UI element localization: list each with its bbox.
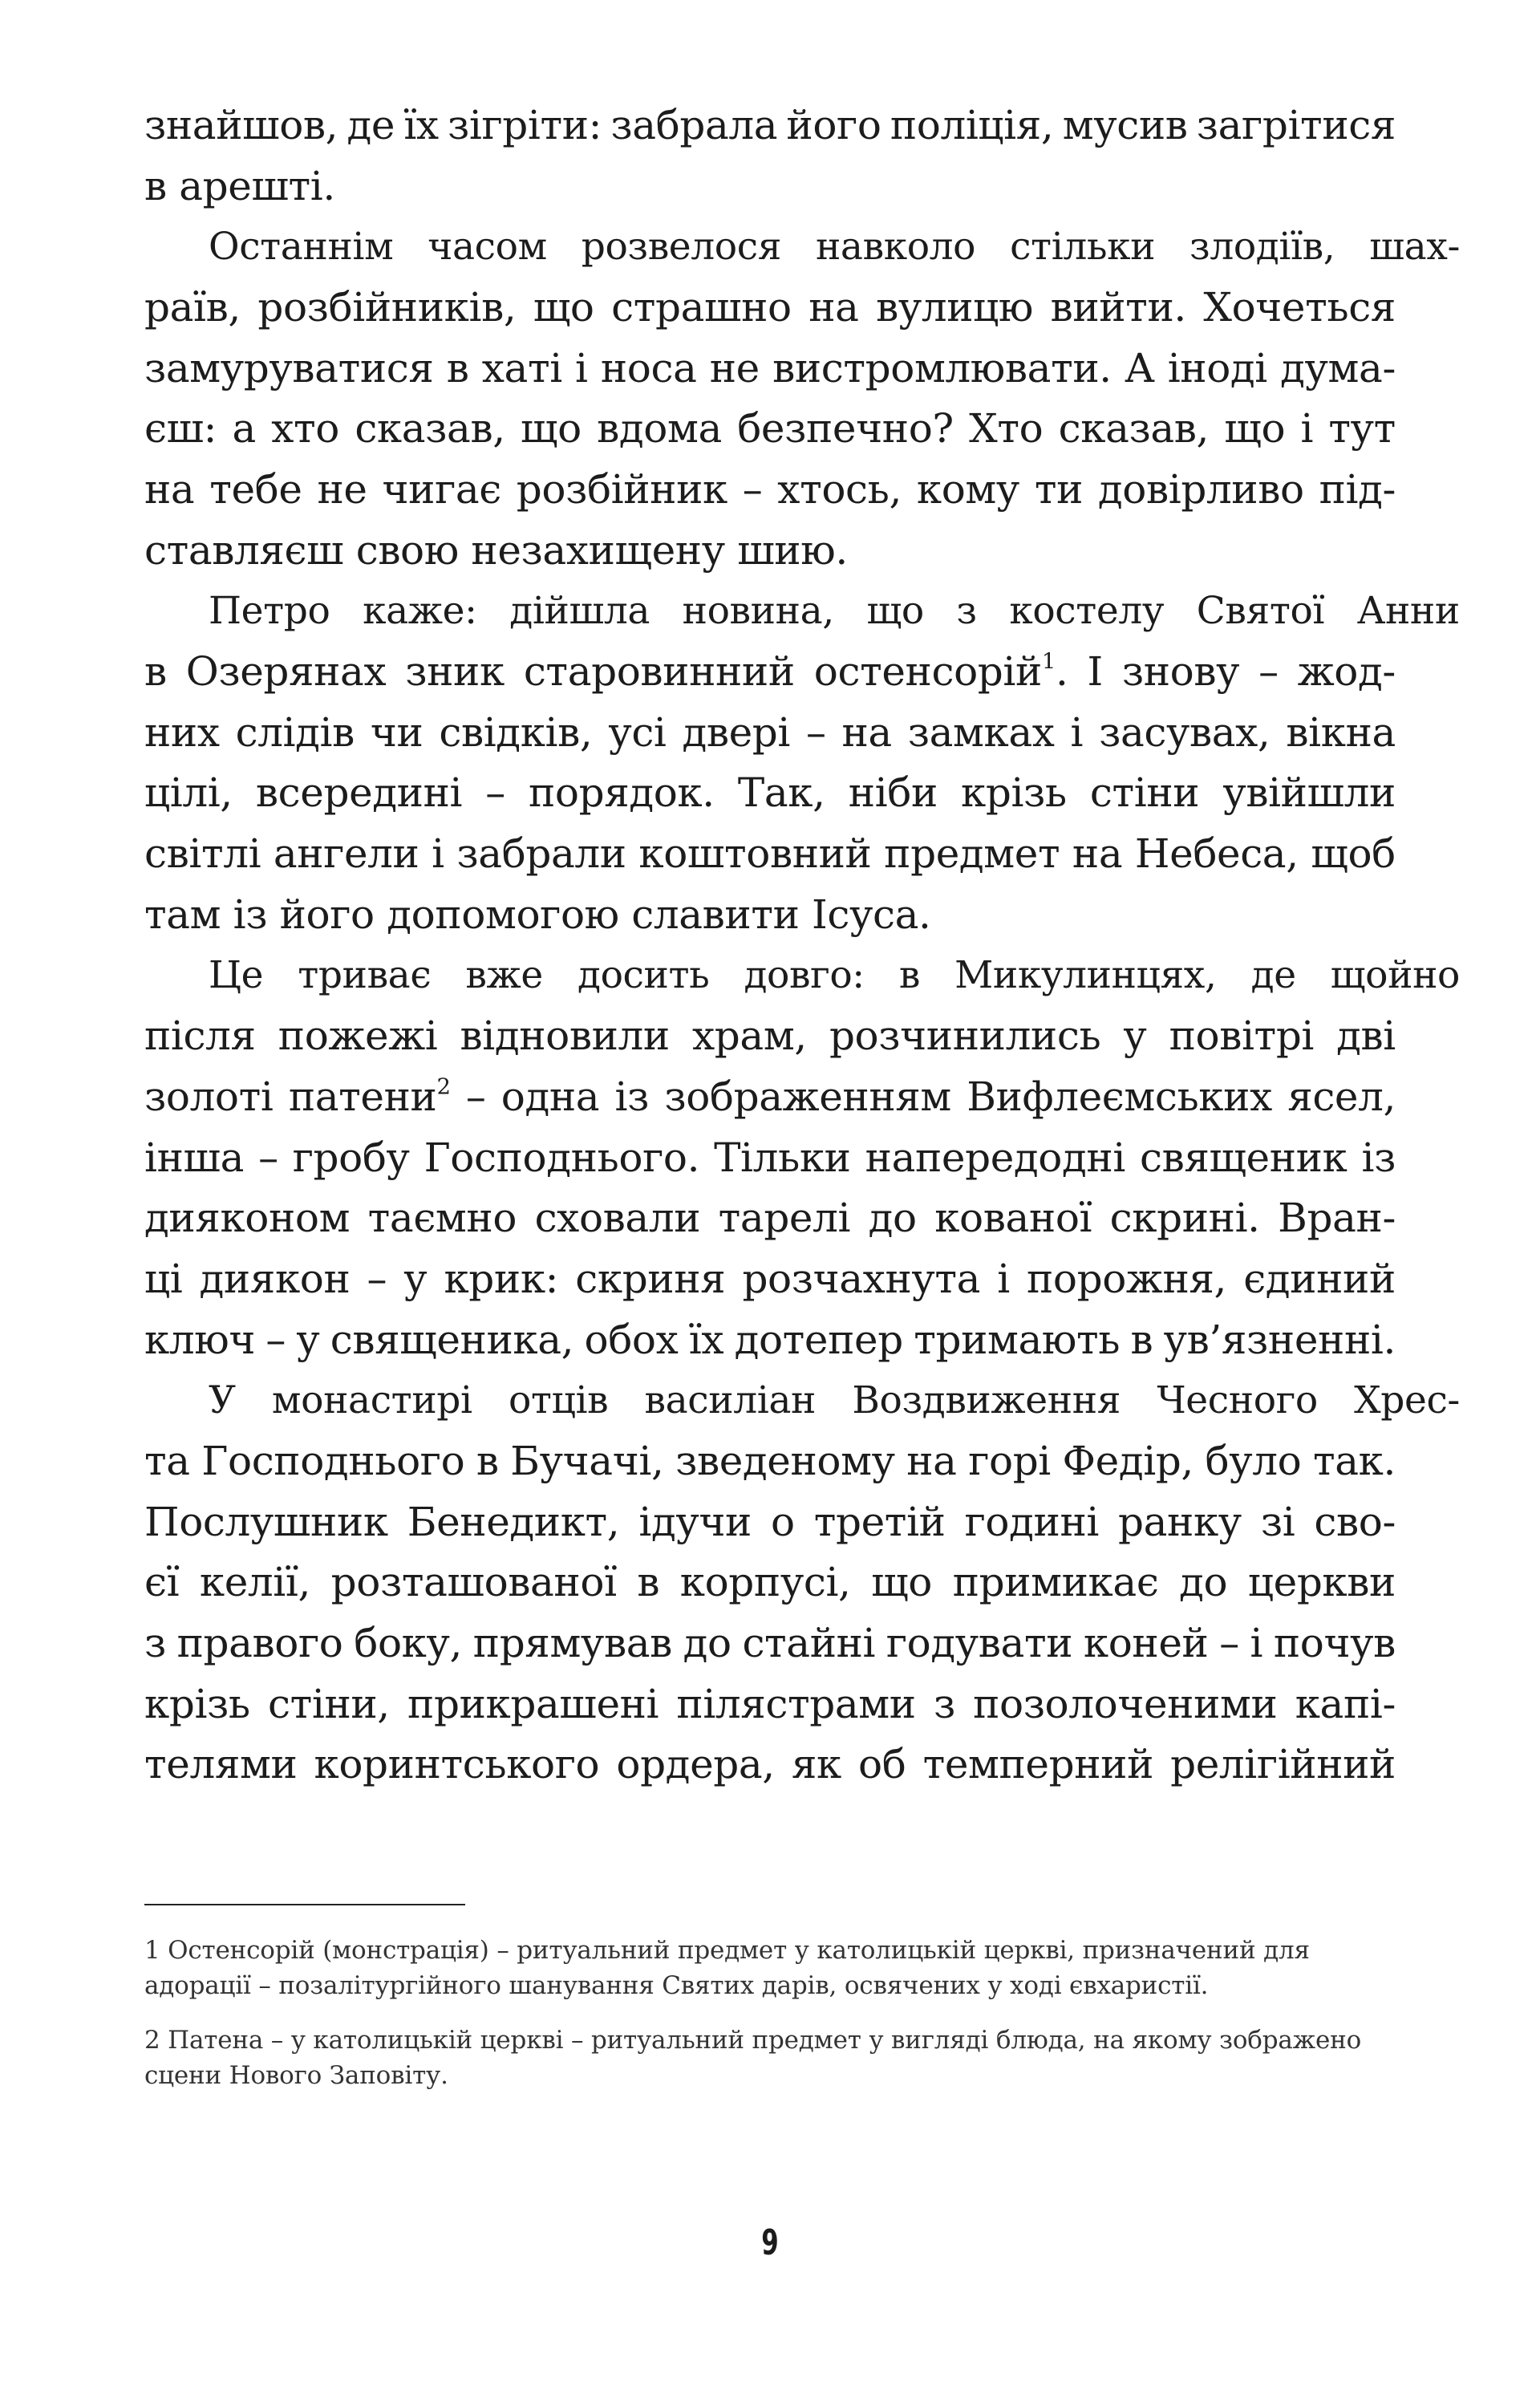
word: ти	[1034, 465, 1084, 513]
word: засувах,	[1099, 708, 1270, 756]
word: Воздвиження	[852, 1378, 1121, 1422]
word: забрали	[456, 830, 626, 878]
word: зігріти:	[447, 101, 602, 148]
text-line	[144, 1735, 1396, 1796]
word: свідків,	[439, 708, 593, 756]
word: Господнього.	[424, 1134, 700, 1181]
word: дияконом	[144, 1195, 351, 1242]
word: зник	[405, 648, 505, 696]
word: Федір,	[1062, 1437, 1194, 1484]
word: двері	[682, 708, 790, 756]
word: загрітися	[1196, 101, 1396, 148]
word: Озерянах	[185, 648, 387, 696]
word: до	[1179, 1559, 1228, 1606]
text-line	[144, 277, 1396, 338]
word: дійшла	[509, 588, 650, 633]
word: телями	[144, 1741, 298, 1788]
word: в	[446, 344, 469, 392]
text-line: в арешті.	[144, 162, 335, 209]
word: з	[956, 588, 977, 633]
word: носа	[600, 344, 697, 392]
word: А	[1125, 344, 1155, 392]
text-line	[144, 945, 1460, 1006]
word: –	[258, 1134, 278, 1181]
word: пілястрами	[676, 1680, 916, 1727]
word: дума-	[1280, 344, 1396, 392]
word: єї	[144, 1559, 180, 1606]
word: тримають	[914, 1316, 1121, 1363]
word: єш:	[144, 405, 217, 452]
word: кованої	[934, 1195, 1092, 1242]
word: і	[1300, 405, 1314, 452]
word: чи	[370, 708, 424, 756]
text-line	[144, 1248, 1396, 1309]
text-line: там із його допомогою славити Ісуса.	[144, 891, 931, 938]
word: до	[683, 1620, 732, 1667]
word: в	[1130, 1316, 1153, 1363]
word: крик:	[444, 1255, 559, 1302]
word: василіан	[644, 1378, 817, 1422]
word: вистромлювати.	[772, 344, 1112, 392]
word: розвелося	[581, 224, 781, 269]
word: так.	[1312, 1437, 1396, 1484]
word: їх	[403, 101, 439, 148]
word: тарелі	[718, 1195, 851, 1242]
word: де	[346, 101, 395, 148]
word: них	[144, 708, 220, 756]
word: забрала	[610, 101, 778, 148]
word: обох	[584, 1316, 679, 1363]
word: прикрашені	[407, 1680, 659, 1727]
word: скрині.	[1109, 1195, 1260, 1242]
word: його	[786, 101, 881, 148]
word: і	[432, 830, 444, 878]
text-line	[144, 1552, 1396, 1613]
word: священика,	[330, 1316, 574, 1363]
word: всередині	[255, 769, 463, 817]
text-line	[144, 1005, 1396, 1066]
word: –	[465, 1073, 486, 1120]
word: зображенням	[664, 1073, 951, 1120]
word: –	[1258, 648, 1279, 696]
word: Господнього	[201, 1437, 465, 1484]
word: священик	[1139, 1134, 1348, 1181]
word: примикає	[952, 1559, 1159, 1606]
word: мусив	[1062, 101, 1188, 148]
word: диякон	[199, 1255, 351, 1302]
word: знайшов,	[144, 101, 338, 148]
word: крізь	[961, 769, 1067, 817]
word: у	[296, 1316, 320, 1363]
text-line	[144, 1127, 1396, 1188]
text-line	[144, 1187, 1396, 1248]
word: після	[144, 1012, 256, 1060]
word: на	[808, 283, 859, 331]
word: ясел,	[1287, 1073, 1396, 1120]
word: розташованої	[330, 1559, 617, 1606]
word: що	[871, 1559, 933, 1606]
word: хто	[271, 405, 339, 452]
word: сказав,	[1058, 405, 1210, 452]
word: безпечно?	[737, 405, 954, 452]
word: зведеному	[675, 1437, 895, 1484]
word: костелу	[1009, 588, 1165, 633]
word: Святої	[1196, 588, 1325, 633]
word: Хрес-	[1354, 1378, 1460, 1422]
word: тебе	[209, 465, 302, 513]
word: отців	[508, 1378, 609, 1422]
word: розбійників,	[257, 283, 517, 331]
word: що	[1224, 405, 1286, 452]
text-line	[144, 1066, 1396, 1127]
word: новина,	[682, 588, 834, 633]
word: ангели	[273, 830, 419, 878]
text-line	[144, 1309, 1396, 1370]
word: шах-	[1369, 224, 1460, 269]
word: скриня	[575, 1255, 726, 1302]
word: жод-	[1297, 648, 1396, 696]
word: о	[771, 1498, 795, 1545]
word: повітрі	[1169, 1012, 1315, 1060]
word: боку,	[354, 1620, 463, 1667]
text-line	[144, 581, 1460, 642]
word: коней	[1083, 1620, 1209, 1667]
word: а	[232, 405, 256, 452]
text-line	[144, 1613, 1396, 1674]
word: їх	[688, 1316, 724, 1363]
word: злодіїв,	[1189, 224, 1335, 269]
word: в	[898, 952, 920, 997]
word: зі	[1260, 1498, 1295, 1545]
footnote-line: 2 Патена – у католицькій церкві – ритуальний предмет у вигляді блюда, на якому зображено	[144, 2026, 1362, 2055]
word: і	[997, 1255, 1010, 1302]
word: вже	[465, 952, 543, 997]
word: світлі	[144, 830, 261, 878]
text-line: ставляєш свою незахищену шию.	[144, 526, 848, 574]
word: церкви	[1247, 1559, 1396, 1606]
word: до	[868, 1195, 917, 1242]
word: триває	[298, 952, 432, 997]
word: хтось,	[777, 465, 902, 513]
word: замуруватися	[144, 344, 434, 392]
word: коштовний	[638, 830, 872, 878]
text-line	[144, 823, 1396, 884]
word: таємно	[367, 1195, 517, 1242]
word: прямував	[472, 1620, 672, 1667]
footnote-ref: 2	[436, 1073, 451, 1100]
word: ордера,	[616, 1741, 775, 1788]
word: ці	[144, 1255, 183, 1302]
word: з	[144, 1620, 166, 1667]
word: почув	[1273, 1620, 1396, 1667]
word: Вифлеємських	[967, 1073, 1272, 1120]
word: слідів	[235, 708, 355, 756]
word: знову	[1121, 648, 1240, 696]
footnotes	[144, 1933, 1396, 2093]
word: що	[533, 283, 594, 331]
text-line	[144, 641, 1396, 702]
word: довірливо	[1097, 465, 1304, 513]
text-line	[144, 1430, 1396, 1491]
word: під-	[1319, 465, 1396, 513]
text-line	[144, 1674, 1396, 1735]
word: Тільки	[714, 1134, 851, 1181]
word: раїв,	[144, 283, 241, 331]
word: на	[841, 708, 892, 756]
word: келії,	[199, 1559, 310, 1606]
word: хаті	[481, 344, 562, 392]
word: як	[791, 1741, 841, 1788]
text-line	[144, 398, 1396, 459]
word: на	[906, 1437, 957, 1484]
text-line	[144, 1369, 1460, 1430]
footnote-line: 1 Остенсорій (монстрація) – ритуальний предмет у католицькій церкві, призначений для	[144, 1936, 1310, 1965]
word: Вран-	[1278, 1195, 1396, 1242]
word: не	[317, 465, 367, 513]
word: Небеса,	[1134, 830, 1299, 878]
word: остенсорій$^1$.	[813, 648, 1068, 696]
word: в	[637, 1559, 660, 1606]
word: що	[866, 588, 924, 633]
word: довго:	[744, 952, 865, 997]
text-line	[144, 216, 1460, 277]
word: поліція,	[890, 101, 1054, 148]
text-line	[144, 1491, 1396, 1552]
footnote-line: сцени Нового Заповіту.	[144, 2061, 448, 2090]
word: стайні	[742, 1620, 876, 1667]
word: напередодні	[865, 1134, 1125, 1181]
word: вдома	[597, 405, 722, 452]
word: третій	[813, 1498, 946, 1545]
word: –	[742, 465, 763, 513]
word: цілі,	[144, 769, 233, 817]
word: пожежі	[278, 1012, 438, 1060]
word: монастирі	[271, 1378, 472, 1422]
word: Так,	[737, 769, 825, 817]
word: Бенедикт,	[407, 1498, 620, 1545]
footnote-separator	[144, 1904, 465, 1905]
word: Чесного	[1157, 1378, 1318, 1422]
word: у	[1123, 1012, 1147, 1060]
word: годувати	[886, 1620, 1073, 1667]
text-line	[144, 702, 1396, 763]
word: із	[1361, 1134, 1396, 1181]
word: храм,	[692, 1012, 807, 1060]
word: правого	[176, 1620, 343, 1667]
text-line	[144, 763, 1396, 824]
word: порядок.	[528, 769, 715, 817]
word: дві	[1336, 1012, 1396, 1060]
word: тут	[1328, 405, 1396, 452]
text-line	[144, 95, 1396, 156]
word: капі-	[1295, 1680, 1396, 1727]
word: предмет	[884, 830, 1060, 878]
word: позолоченими	[973, 1680, 1278, 1727]
word: Бучачі,	[510, 1437, 664, 1484]
word: де	[1250, 952, 1296, 997]
word: в	[144, 648, 167, 696]
word: розбійник	[516, 465, 727, 513]
word: ідучи	[638, 1498, 752, 1545]
word: стіни	[1089, 769, 1200, 817]
word: розчахнута	[742, 1255, 981, 1302]
word: чигає	[382, 465, 501, 513]
word: ранку	[1118, 1498, 1242, 1545]
word: І	[1087, 648, 1103, 696]
word: Послушник	[144, 1498, 388, 1545]
word: з	[933, 1680, 955, 1727]
word: вийти.	[1050, 283, 1186, 331]
word: навколо	[815, 224, 976, 269]
word: що	[521, 405, 582, 452]
word: каже:	[363, 588, 477, 633]
word: відновили	[460, 1012, 670, 1060]
word: об	[858, 1741, 906, 1788]
word: золоті	[144, 1073, 274, 1120]
word: патени$^2$	[288, 1073, 451, 1120]
word: –	[265, 1316, 286, 1363]
word: горі	[968, 1437, 1051, 1484]
word: гробу	[292, 1134, 410, 1181]
word: дотепер	[734, 1316, 903, 1363]
word: –	[367, 1255, 387, 1302]
page-number: 9	[761, 2222, 779, 2263]
text-line	[144, 338, 1396, 399]
word: в	[476, 1437, 499, 1484]
word: щойно	[1330, 952, 1460, 997]
word: коринтського	[314, 1741, 600, 1788]
word: на	[144, 465, 195, 513]
word: Анни	[1356, 588, 1460, 633]
word: було	[1205, 1437, 1302, 1484]
word: розчинились	[829, 1012, 1101, 1060]
text-line	[144, 459, 1396, 520]
word: ніби	[848, 769, 938, 817]
footnote-line: адорації – позалітургійного шанування Святих дарів, освячених у ході євхаристії.	[144, 1971, 1209, 2000]
word: і	[1070, 708, 1084, 756]
word: кому	[916, 465, 1019, 513]
word: –	[485, 769, 505, 817]
word: сво-	[1314, 1498, 1396, 1545]
word: ув’язненні.	[1163, 1316, 1396, 1363]
word: інша	[144, 1134, 245, 1181]
word: страшно	[611, 283, 792, 331]
word: –	[805, 708, 826, 756]
word: замках	[907, 708, 1055, 756]
word: порожня,	[1026, 1255, 1227, 1302]
word: старовинний	[523, 648, 795, 696]
word: вікна	[1286, 708, 1396, 756]
word: іноді	[1167, 344, 1267, 392]
word: та	[144, 1437, 190, 1484]
word: Микулинцях,	[954, 952, 1217, 997]
word: на	[1072, 830, 1123, 878]
main-text	[144, 95, 1460, 1795]
word: Петро	[209, 588, 330, 633]
word: вулицю	[876, 283, 1034, 331]
word: Хочеться	[1203, 283, 1396, 331]
word: Останнім	[209, 224, 394, 269]
word: не	[709, 344, 760, 392]
word: Це	[209, 952, 264, 997]
word: увійшли	[1222, 769, 1396, 817]
word: корпусі,	[679, 1559, 851, 1606]
footnote-ref: 1	[1041, 648, 1056, 675]
word: часом	[428, 224, 547, 269]
word: Хто	[969, 405, 1044, 452]
word: У	[209, 1378, 236, 1422]
word: досить	[578, 952, 710, 997]
word: годині	[964, 1498, 1099, 1545]
word: одна	[500, 1073, 600, 1120]
word: сказав,	[355, 405, 505, 452]
word: із	[614, 1073, 650, 1120]
word: релігійний	[1170, 1741, 1396, 1788]
word: щоб	[1311, 830, 1396, 878]
word: усі	[608, 708, 667, 756]
word: темперний	[922, 1741, 1154, 1788]
word: у	[403, 1255, 428, 1302]
word: крізь	[144, 1680, 250, 1727]
word: –	[1219, 1620, 1239, 1667]
word: і	[575, 344, 588, 392]
word: єдиний	[1243, 1255, 1396, 1302]
word: ключ	[144, 1316, 255, 1363]
word: стільки	[1010, 224, 1156, 269]
word: і	[1250, 1620, 1263, 1667]
word: стіни,	[267, 1680, 390, 1727]
word: сховали	[534, 1195, 701, 1242]
